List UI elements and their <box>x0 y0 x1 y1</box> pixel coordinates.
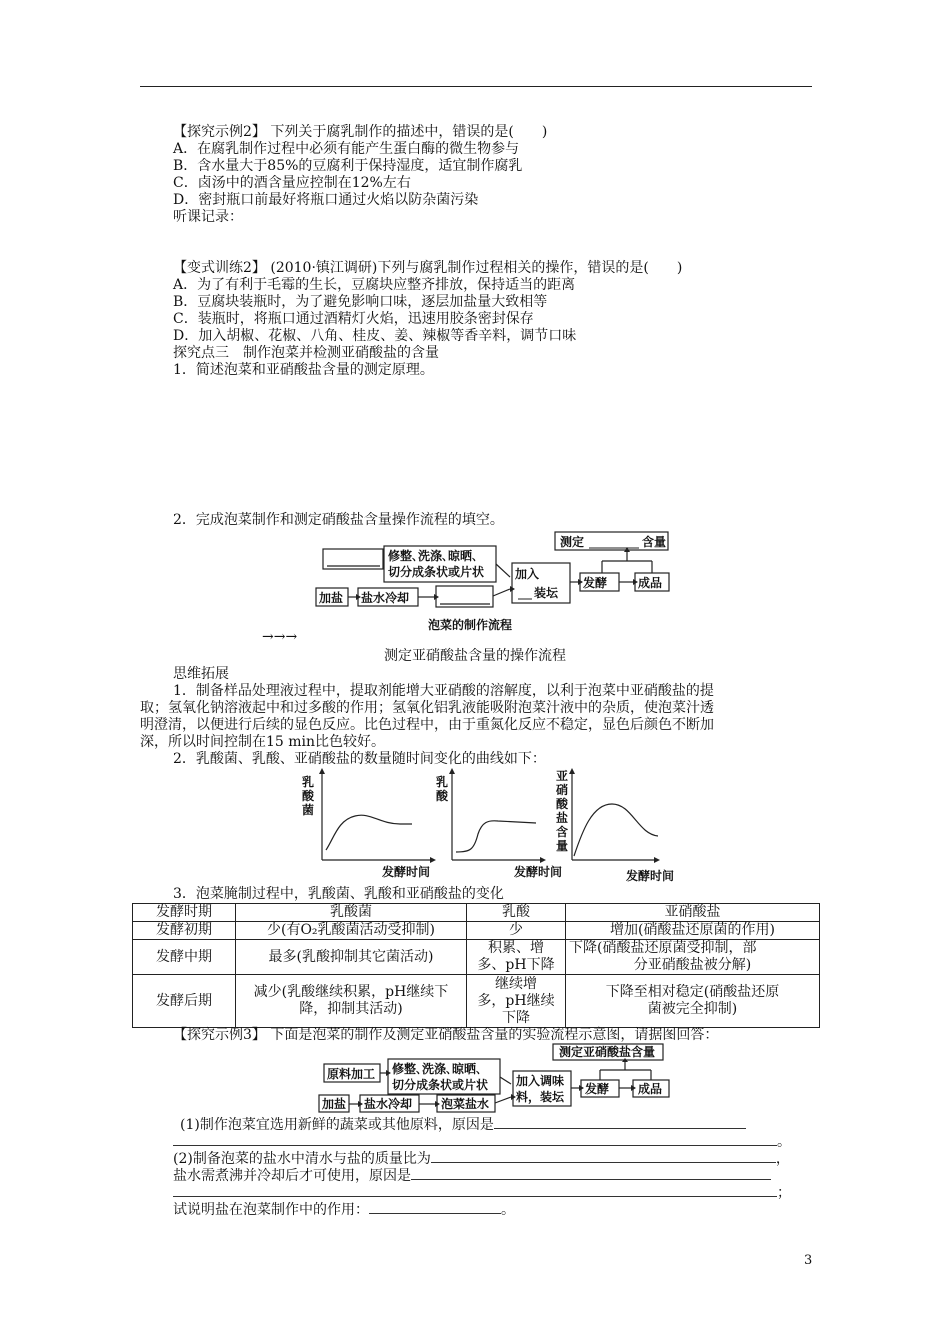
table-row <box>133 940 820 975</box>
expand-p1-line1: 1．制备样品处理液过程中，提取剂能增大亚硝酸的溶解度，以利于泡菜中亚硝酸盐的提 <box>173 683 714 699</box>
cell-line: 多、pH下降 <box>477 957 555 973</box>
cell-bacteria <box>236 975 467 1028</box>
g3-xlabel: 发酵时间 <box>626 869 675 883</box>
example3-q2a <box>173 1151 790 1168</box>
cell-line: 下降(硝酸盐还原菌受抑制，部 <box>569 940 757 956</box>
expand-p1-line2: 取；氢氧化钠溶液起中和过多酸的作用；氢氧化铝乳液能吸附泡菜汁液中的杂质，使泡菜汁透 <box>140 700 714 716</box>
product-label: 成品 <box>638 1082 663 1096</box>
g3-ylabel-6: 量 <box>556 839 569 853</box>
q2a-end: ， <box>775 1151 790 1167</box>
arrows: →→→ <box>262 629 298 645</box>
ferment-label: 发酵 <box>583 576 608 590</box>
header-nitrite: 亚硝酸盐 <box>566 904 820 922</box>
g3-ylabel-2: 硝 <box>556 783 569 797</box>
example3-q1 <box>180 1117 746 1134</box>
cell-line: 积累、增 <box>488 940 544 956</box>
g1-xlabel: 发酵时间 <box>382 865 431 879</box>
page-number: 3 <box>804 1253 813 1268</box>
measure-label-b: 含量 <box>642 535 667 549</box>
brine-cool-label: 盐水冷却 <box>361 591 410 605</box>
cell-line: 多，pH继续 <box>477 992 555 1009</box>
cell-nitrite <box>566 940 820 975</box>
example3-q2b <box>173 1168 771 1185</box>
q2b-text: 盐水需煮沸并冷却后才可使用，原因是 <box>173 1168 411 1184</box>
q1-answer-blank-2[interactable] <box>173 1145 777 1146</box>
cell-nitrite <box>566 975 820 1028</box>
q2b-answer-blank-2[interactable] <box>173 1196 777 1197</box>
expand-title: 思维拓展 <box>173 666 229 682</box>
header-acid: 乳酸 <box>467 904 566 922</box>
g3-ylabel-4: 盐 <box>556 811 569 825</box>
g1-ylabel-2: 酸 <box>302 789 315 803</box>
q1-end: 。 <box>777 1134 791 1150</box>
g1-ylabel-1: 乳 <box>302 775 315 789</box>
table-row <box>133 922 820 940</box>
lecture-notes-label: 听课记录： <box>173 209 243 225</box>
header-period: 发酵时期 <box>133 904 236 922</box>
add-salt-label: 加盐 <box>319 591 344 605</box>
acid-curve <box>456 821 536 852</box>
growth-curves <box>300 768 690 886</box>
variant2-title: 【变式训练2】 (2010·镇江调研)下列与腐乳制作过程相关的操作，错误的是( ) <box>173 260 683 276</box>
q1-text: (1)制作泡菜宜选用新鲜的蔬菜或其他原料，原因是 <box>180 1117 494 1133</box>
pickle-process-diagram <box>310 525 675 637</box>
product-label: 成品 <box>638 576 663 590</box>
measure-label-a: 测定 <box>560 535 585 549</box>
add-salt-label: 加盐 <box>322 1097 347 1111</box>
cell-period: 发酵初期 <box>133 922 236 940</box>
brine-cool-label: 盐水冷却 <box>364 1097 413 1111</box>
q2b-end: ； <box>777 1185 791 1201</box>
nitrite-curve <box>574 804 658 856</box>
variant2-option-d: D．加入胡椒、花椒、八角、桂皮、姜、辣椒等香辛料，调节口味 <box>173 328 577 344</box>
example2-option-c: C．卤汤中的酒含量应控制在12%左右 <box>173 175 411 191</box>
cell-line: 菌被完全抑制) <box>647 1001 738 1017</box>
add-seasoning-label-a: 加入调味 <box>516 1074 565 1088</box>
g1-ylabel-3: 菌 <box>302 803 315 817</box>
cut-label: 切分成条状或片状 <box>388 565 485 579</box>
cell-acid <box>467 975 566 1028</box>
trim-label: 修整､洗涤､晾晒､ <box>388 549 479 563</box>
q2a-text: (2)制备泡菜的盐水中清水与盐的质量比为 <box>173 1151 431 1167</box>
example3-q2b-line2 <box>173 1185 791 1202</box>
example3-title: 【探究示例3】 下面是泡菜的制作及测定亚硝酸盐含量的实验流程示意图，请据图回答： <box>173 1027 719 1043</box>
cell-period: 发酵中期 <box>133 940 236 975</box>
g3-ylabel-5: 含 <box>556 825 569 839</box>
ferment-label: 发酵 <box>585 1082 610 1096</box>
cell-line: 减少(乳酸继续积累，pH继续下 <box>253 984 449 1000</box>
question1: 1．简述泡菜和亚硝酸盐含量的测定原理。 <box>173 362 434 378</box>
jar-label: 装坛 <box>534 586 559 600</box>
trim-label: 修整､洗涤､晾晒､ <box>392 1062 483 1076</box>
cell-line: 下降至相对稳定(硝酸盐还原 <box>605 984 780 1000</box>
q3-end: 。 <box>501 1202 515 1218</box>
section3-title: 探究点三 制作泡菜并检测亚硝酸盐的含量 <box>173 345 439 361</box>
raw-label: 原料加工 <box>327 1067 376 1081</box>
question2: 2．完成泡菜制作和测定硝酸盐含量操作流程的填空。 <box>173 512 504 528</box>
example2-title: 【探究示例2】 下列关于腐乳制作的描述中，错误的是( ) <box>173 124 548 140</box>
expand-p1-line4: 深，所以时间控制在15 min比色较好。 <box>140 734 386 750</box>
example2-option-d: D．密封瓶口前最好将瓶口通过火焰以防杂菌污染 <box>173 192 479 208</box>
variant2-option-c: C．装瓶时，将瓶口通过酒精灯火焰，迅速用胶条密封保存 <box>173 311 534 327</box>
bacteria-curve <box>326 815 412 850</box>
cut-label: 切分成条状或片状 <box>392 1078 489 1092</box>
cell-period: 发酵后期 <box>133 975 236 1028</box>
g3-ylabel-1: 亚 <box>556 769 569 783</box>
add-in-label: 加入 <box>515 567 540 581</box>
g2-ylabel-2: 酸 <box>436 789 449 803</box>
q1-answer-blank[interactable] <box>494 1128 746 1129</box>
brine-label: 泡菜盐水 <box>441 1097 490 1111</box>
expand-p2: 2．乳酸菌、乳酸、亚硝酸盐的数量随时间变化的曲线如下： <box>173 751 546 767</box>
fermentation-table <box>132 903 820 1028</box>
cell-line: 降，抑制其活动) <box>299 1001 403 1017</box>
q2b-answer-blank[interactable] <box>411 1179 771 1180</box>
variant2-option-b: B．豆腐块装瓶时，为了避免影响口味，逐层加盐量大致相等 <box>173 294 548 310</box>
cell-line: 分亚硝酸盐被分解) <box>633 957 752 973</box>
measure-flow-title: 测定亚硝酸盐含量的操作流程 <box>384 648 566 664</box>
cell-bacteria: 少(有O₂乳酸菌活动受抑制) <box>236 922 467 940</box>
variant2-option-a: A．为了有利于毛霉的生长，豆腐块应整齐排放，保持适当的距离 <box>173 277 576 293</box>
cell-line: 下降 <box>502 1009 530 1026</box>
g3-ylabel-3: 酸 <box>556 797 569 811</box>
cell-acid <box>467 940 566 975</box>
header-rule <box>140 86 812 87</box>
cell-nitrite: 增加(硝酸盐还原菌的作用) <box>566 922 820 940</box>
table-row <box>133 975 820 1028</box>
pickle-measure-diagram <box>315 1042 675 1116</box>
header-bacteria: 乳酸菌 <box>236 904 467 922</box>
g2-xlabel: 发酵时间 <box>514 865 563 879</box>
add-seasoning-label-b: 料，装坛 <box>516 1090 565 1104</box>
example3-q3 <box>173 1202 515 1219</box>
cell-bacteria: 最多(乳酸抑制其它菌活动) <box>236 940 467 975</box>
cell-line: 继续增 <box>495 975 537 992</box>
q2a-answer-blank[interactable] <box>431 1162 776 1163</box>
example3-q1-line2 <box>173 1134 791 1151</box>
g2-ylabel-1: 乳 <box>436 775 449 789</box>
q3-text: 试说明盐在泡菜制作中的作用： <box>173 1202 369 1218</box>
example2-option-b: B．含水量大于85%的豆腐利于保持湿度，适宜制作腐乳 <box>173 158 523 174</box>
expand-p1-line3: 明澄清，以便进行后续的显色反应。比色过程中，由于重氮化反应不稳定，显色后颜色不断加 <box>140 717 714 733</box>
example2-option-a: A．在腐乳制作过程中必须有能产生蛋白酶的微生物参与 <box>173 141 520 157</box>
diagram-caption: 泡菜的制作流程 <box>428 618 513 632</box>
cell-acid: 少 <box>467 922 566 940</box>
expand-p3: 3．泡菜腌制过程中，乳酸菌、乳酸和亚硝酸盐的变化 <box>173 886 504 902</box>
q3-answer-blank[interactable] <box>369 1213 501 1214</box>
measure-label: 测定亚硝酸盐含量 <box>559 1045 656 1059</box>
